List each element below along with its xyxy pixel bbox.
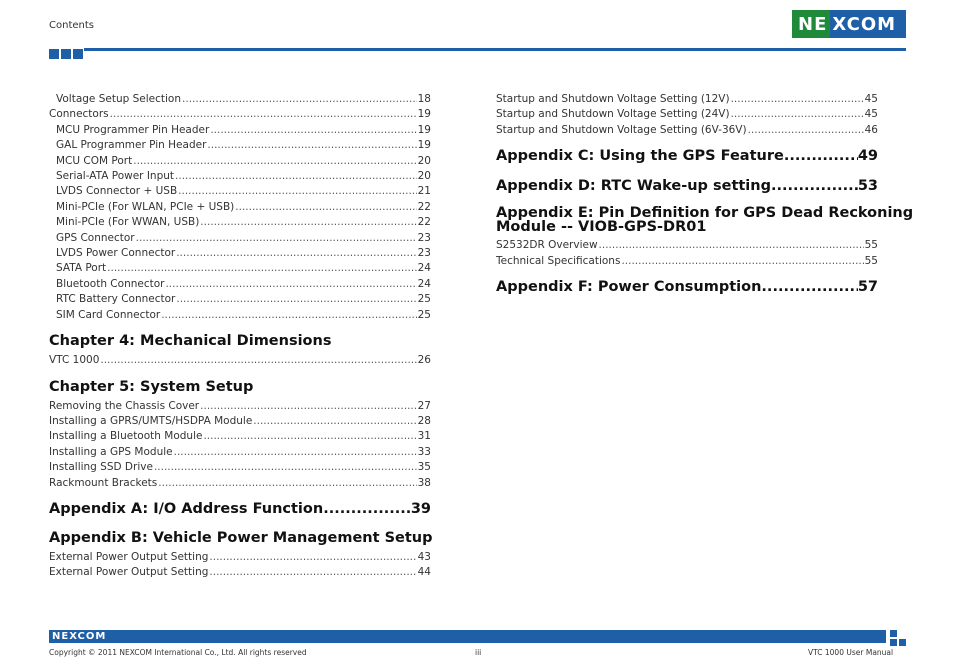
toc-entry[interactable] (49, 123, 431, 138)
toc-entry-title: S2532DR Overview (496, 239, 598, 252)
toc-entry-page: 19 (417, 123, 431, 136)
chapter5-heading[interactable]: Chapter 5: System Setup (49, 378, 254, 395)
toc-entry-title: Connectors (49, 108, 109, 121)
toc-right-column (496, 92, 914, 296)
toc-entry-page: 35 (417, 461, 431, 474)
dot-leader (174, 445, 417, 460)
toc-entry[interactable] (49, 550, 431, 565)
dot-leader (110, 107, 417, 122)
toc-entry-page: 31 (417, 430, 431, 443)
toc-entry[interactable] (49, 107, 431, 122)
header-square-1 (49, 49, 59, 59)
toc-entry[interactable] (49, 169, 431, 184)
toc-entry[interactable] (49, 231, 431, 246)
toc-entry[interactable] (49, 292, 431, 307)
appendix-e-heading[interactable] (496, 205, 914, 236)
toc-entry-page: 55 (864, 254, 878, 267)
dot-leader (176, 292, 416, 307)
toc-entry-page: 20 (417, 170, 431, 183)
toc-entry-page: 38 (417, 476, 431, 489)
appendix-f-title: Appendix F: Power Consumption (496, 279, 762, 296)
toc-entry[interactable] (49, 261, 431, 276)
dot-leader (731, 92, 864, 107)
dot-leader (253, 414, 416, 429)
toc-entry[interactable] (49, 92, 431, 107)
footer-square-1 (890, 630, 897, 637)
appendix-e-line1: Appendix E: Pin Definition for GPS Dead Reckoning (496, 205, 914, 222)
toc-entry[interactable] (49, 353, 431, 368)
toc-entry-title: Startup and Shutdown Voltage Setting (12V) (496, 93, 730, 105)
header-rule (84, 48, 906, 51)
dot-leader (154, 460, 417, 475)
toc-entry-page: 27 (417, 399, 431, 412)
toc-entry-title: GAL Programmer Pin Header (56, 139, 207, 152)
toc-entry-page: 20 (417, 154, 431, 167)
section-title: Contents (49, 20, 94, 31)
footer-copyright: Copyright © 2011 NEXCOM International Co., Ltd. All rights reserved (49, 648, 307, 657)
toc-entry-page: 43 (417, 550, 431, 563)
toc-entry[interactable] (496, 123, 878, 138)
nexcom-logo: NE XCOM (792, 10, 906, 38)
toc-entry-title: LVDS Connector + USB (56, 185, 178, 198)
toc-entry[interactable] (49, 445, 431, 460)
dot-leader (203, 429, 416, 444)
toc-entry[interactable] (49, 200, 431, 215)
dot-leader (100, 353, 416, 368)
dot-leader (175, 169, 417, 184)
appendix-a-heading[interactable] (49, 500, 431, 518)
toc-entry[interactable] (49, 460, 431, 475)
toc-entry[interactable] (496, 238, 878, 253)
toc-entry-page: 45 (864, 108, 878, 121)
dot-leader (158, 476, 416, 491)
toc-entry-page: 22 (417, 200, 431, 213)
toc-entry-title: Rackmount Brackets (49, 476, 158, 489)
toc-entry-title: External Power Output Setting (49, 550, 209, 563)
toc-entry-page: 25 (417, 293, 431, 306)
toc-entry-title: SATA Port (56, 262, 107, 275)
dot-leader (599, 238, 864, 253)
dot-leader (210, 123, 416, 138)
toc-entry-title: Mini-PCIe (For WWAN, USB) (56, 216, 200, 229)
dot-leader (235, 200, 416, 215)
appendix-e-line2: Module -- VIOB-GPS-DR01 (496, 219, 707, 236)
toc-entry-page: 44 (417, 566, 431, 579)
toc-entry[interactable] (49, 138, 431, 153)
toc-entry-page: 22 (417, 216, 431, 229)
header-square-3 (73, 49, 83, 59)
appendix-a-title: Appendix A: I/O Address Function (49, 500, 324, 517)
toc-entry[interactable] (49, 308, 431, 323)
footer-square-3 (899, 639, 906, 646)
toc-entry-title: Voltage Setup Selection (56, 93, 182, 105)
toc-entry-title: Startup and Shutdown Voltage Setting (6V-36V) (496, 123, 747, 136)
appendix-c-page: 49 (857, 148, 878, 165)
toc-entry[interactable] (49, 565, 431, 580)
footer-manual-title: VTC 1000 User Manual (808, 648, 894, 657)
chapter4-list (49, 353, 431, 368)
toc-entry[interactable] (496, 107, 878, 122)
dot-leader (107, 261, 416, 276)
toc-entry-title: MCU COM Port (56, 154, 133, 167)
toc-entry-title: SIM Card Connector (56, 308, 161, 321)
appendix-e-list (496, 238, 878, 269)
toc-entry[interactable] (49, 414, 431, 429)
toc-entry-title: Startup and Shutdown Voltage Setting (24V) (496, 108, 730, 121)
chapter5-list (49, 399, 431, 491)
toc-entry-title: Bluetooth Connector (56, 277, 165, 290)
toc-entry-page: 33 (417, 445, 431, 458)
dot-leader (176, 246, 416, 261)
toc-entry-page: 55 (864, 239, 878, 252)
dot-leader (207, 138, 416, 153)
appendix-d-heading[interactable] (496, 177, 878, 195)
toc-entry-page: 23 (417, 231, 431, 244)
dot-leader (182, 92, 417, 107)
toc-entry[interactable] (496, 92, 878, 107)
appendix-d-title: Appendix D: RTC Wake-up setting (496, 178, 771, 195)
toc-left-column (49, 92, 431, 581)
toc-entry-title: VTC 1000 (49, 354, 100, 367)
dot-leader (209, 550, 416, 565)
dot-leader (133, 154, 416, 169)
footer-square-2 (890, 639, 897, 646)
toc-entry[interactable] (49, 184, 431, 199)
appendix-d-page: 53 (857, 178, 878, 195)
dot-leader (748, 123, 864, 138)
toc-entry-title: Serial-ATA Power Input (56, 170, 175, 183)
toc-entry-title: Installing a GPRS/UMTS/HSDPA Module (49, 414, 253, 427)
toc-entry[interactable] (49, 246, 431, 261)
appendix-b-heading[interactable]: Appendix B: Vehicle Power Management Setup (49, 529, 433, 546)
toc-entry-page: 21 (417, 185, 431, 198)
dot-leader (621, 254, 863, 269)
dot-leader (209, 565, 416, 580)
toc-entry-title: Installing a Bluetooth Module (49, 430, 203, 443)
toc-entry[interactable] (49, 215, 431, 230)
toc-entry-title: Installing a GPS Module (49, 445, 173, 458)
dot-leader (731, 107, 864, 122)
appendix-f-page: 57 (857, 279, 878, 296)
appendix-c-title: Appendix C: Using the GPS Feature (496, 148, 784, 165)
toc-entry-page: 23 (417, 247, 431, 260)
toc-entry[interactable] (496, 254, 878, 269)
toc-entry[interactable] (49, 399, 431, 414)
toc-entry-page: 25 (417, 308, 431, 321)
toc-entry-title: External Power Output Setting (49, 566, 209, 579)
toc-entry[interactable] (49, 277, 431, 292)
toc-entry-title: LVDS Power Connector (56, 247, 176, 260)
chapter4-heading[interactable]: Chapter 4: Mechanical Dimensions (49, 333, 332, 350)
dot-leader (200, 215, 416, 230)
toc-entry-page: 45 (864, 93, 878, 105)
footer-bar (49, 630, 886, 643)
footer-logo: NEXCOM (52, 631, 107, 642)
toc-entry-title: MCU Programmer Pin Header (56, 123, 210, 136)
toc-entry-page: 28 (417, 414, 431, 427)
toc-entry-page: 19 (417, 108, 431, 121)
toc-entry-page: 24 (417, 262, 431, 275)
toc-entry-page: 46 (864, 123, 878, 136)
toc-list-continued (49, 92, 431, 323)
appendix-c-heading[interactable] (496, 147, 878, 165)
footer-page-number: iii (475, 648, 482, 657)
appendix-b-list-continued (496, 92, 878, 138)
toc-entry-title: GPS Connector (56, 231, 135, 244)
toc-entry-title: Technical Specifications (496, 254, 621, 267)
appendix-b-list (49, 550, 431, 581)
toc-entry[interactable] (49, 476, 431, 491)
dot-leader (200, 399, 416, 414)
toc-entry-page: 26 (417, 354, 431, 367)
toc-entry-page: 24 (417, 277, 431, 290)
appendix-a-page: 39 (410, 500, 431, 517)
toc-entry-page: 18 (417, 93, 431, 105)
dot-leader (178, 184, 416, 199)
dot-leader (136, 231, 417, 246)
toc-entry-page: 19 (417, 139, 431, 152)
header-square-2 (61, 49, 71, 59)
toc-entry[interactable] (49, 154, 431, 169)
toc-entry-title: RTC Battery Connector (56, 293, 176, 306)
toc-entry-title: Removing the Chassis Cover (49, 399, 200, 412)
dot-leader (161, 308, 416, 323)
dot-leader (165, 277, 416, 292)
toc-entry-title: Mini-PCIe (For WLAN, PCIe + USB) (56, 200, 235, 213)
toc-entry[interactable] (49, 429, 431, 444)
toc-entry-title: Installing SSD Drive (49, 461, 153, 474)
appendix-f-heading[interactable] (496, 278, 878, 296)
